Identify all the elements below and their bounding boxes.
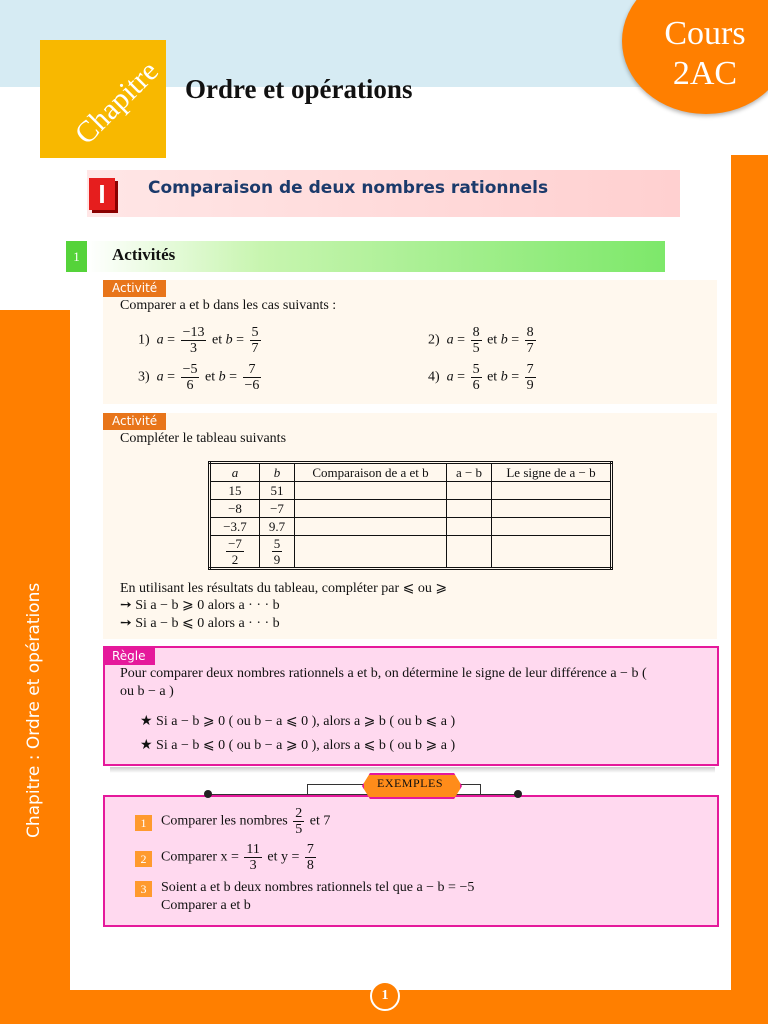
table-cell-empty[interactable] <box>295 518 447 536</box>
activity-1-instruction: Comparer a et b dans les cas suivants : <box>120 298 337 313</box>
examples-dot-left <box>204 790 212 798</box>
rule-item-2: ★ Si a − b ⩽ 0 ( ou b − a ⩾ 0 ), alors a ⩽ b ( ou b ⩾ a ) <box>140 738 456 753</box>
activity-2-bullet-2: ➙ Si a − b ⩽ 0 alors a · · · b <box>120 616 280 631</box>
page-title: Ordre et opérations <box>185 74 413 104</box>
table-cell-empty[interactable] <box>447 518 492 536</box>
rule-tag: Règle <box>103 648 155 665</box>
example-2-text: Comparer x = $\frac{11}{3}$ et y = $\frac{7}{8}$ <box>161 842 314 873</box>
table-cell-empty[interactable] <box>447 482 492 500</box>
table-row <box>210 518 612 536</box>
table-row <box>210 500 612 518</box>
rule-shadow <box>110 767 715 773</box>
right-margin-band <box>731 155 768 1024</box>
activity-1-case-3: 3) a = $\frac{-5}{6}$ et b = $\frac{7}{-6}$ <box>138 362 260 393</box>
table-cell-empty[interactable] <box>492 518 612 536</box>
page-number: 1 <box>370 981 400 1011</box>
table-cell-empty[interactable] <box>295 500 447 518</box>
section-number: I <box>89 178 115 210</box>
rule-line-2: ou b − a ) <box>120 684 174 699</box>
activity-1-case-2: 2) a = $\frac{8}{5}$ et b = $\frac{8}{7}$ <box>428 325 534 356</box>
table-cell-empty[interactable] <box>295 536 447 569</box>
table-header-a: a <box>210 463 260 482</box>
table-cell-empty[interactable] <box>492 482 612 500</box>
subsection-title: Activités <box>112 245 176 264</box>
examples-connector-line <box>208 794 519 795</box>
example-1-number: 1 <box>135 815 152 831</box>
rule-item-1: ★ Si a − b ⩾ 0 ( ou b − a ⩽ 0 ), alors a ⩾ b ( ou b ⩽ a ) <box>140 714 456 729</box>
table-cell-empty[interactable] <box>492 500 612 518</box>
activity-2-bullet-1: ➙ Si a − b ⩾ 0 alors a · · · b <box>120 598 280 613</box>
table-row <box>210 482 612 500</box>
table-cell-empty[interactable] <box>447 536 492 569</box>
table-header-b: b <box>260 463 295 482</box>
table-cell-empty[interactable] <box>492 536 612 569</box>
table-cell-a: 15 <box>210 482 260 500</box>
example-1-text: Comparer les nombres $\frac{2}{5}$ et 7 <box>161 806 331 837</box>
activity-1-case-1: 1) a = $\frac{-13}{3}$ et b = $\frac{5}{7}$ <box>138 325 259 356</box>
table-cell-empty[interactable] <box>295 482 447 500</box>
examples-dot-right <box>514 790 522 798</box>
table-row <box>210 536 612 569</box>
activity-2-tag: Activité <box>103 413 166 430</box>
subsection-number: 1 <box>66 241 87 272</box>
examples-badge-label: EXEMPLES <box>376 776 443 790</box>
table-cell-b: −7 <box>260 500 295 518</box>
table-header-row <box>210 463 612 482</box>
activity-2-instruction: Compléter le tableau suivants <box>120 431 287 446</box>
chapitre-label-box <box>40 40 166 158</box>
section-title: Comparaison de deux nombres rationnels <box>148 178 549 198</box>
example-3-number: 3 <box>135 881 152 897</box>
table-cell-a: −3.7 <box>210 518 260 536</box>
table-cell-b: $\frac{5}{9}$ <box>260 536 295 569</box>
table-cell-b: 9.7 <box>260 518 295 536</box>
activity-2-followup: En utilisant les résultats du tableau, compléter par ⩽ ou ⩾ <box>120 581 448 596</box>
comparison-table <box>208 461 613 570</box>
activity-1-case-4: 4) a = $\frac{5}{6}$ et b = $\frac{7}{9}$ <box>428 362 534 393</box>
course-badge-text: Cours 2AC <box>664 15 746 92</box>
examples-connector-right <box>480 784 481 794</box>
chapitre-label: Chapitre <box>68 54 165 151</box>
rule-line-1: Pour comparer deux nombres rationnels a et b, on détermine le signe de leur différence a − b ( <box>120 666 647 681</box>
table-cell-a: $\frac{-7}{2}$ <box>210 536 260 569</box>
example-3-line-2: Comparer a et b <box>161 898 251 913</box>
activity-1-tag: Activité <box>103 280 166 297</box>
example-3-line-1: Soient a et b deux nombres rationnels tel que a − b = −5 <box>161 880 475 895</box>
table-header-comparison: Comparaison de a et b <box>295 463 447 482</box>
sidebar-chapter-label: Chapitre : Ordre et opérations <box>24 582 44 838</box>
table-cell-a: −8 <box>210 500 260 518</box>
table-cell-empty[interactable] <box>447 500 492 518</box>
table-cell-b: 51 <box>260 482 295 500</box>
examples-connector-left <box>307 784 308 794</box>
table-header-sign: Le signe de a − b <box>492 463 612 482</box>
table-header-difference: a − b <box>447 463 492 482</box>
example-2-number: 2 <box>135 851 152 867</box>
